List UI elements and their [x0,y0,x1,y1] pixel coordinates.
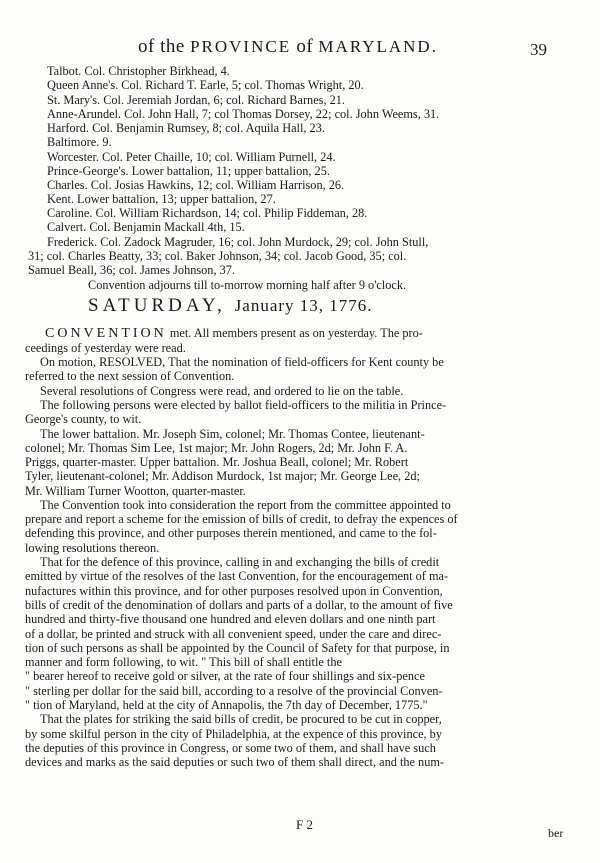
body-line: On motion, RESOLVED, That the nomination of field-officers for Kent county be [40,355,444,369]
header-prefix: of the [138,36,185,57]
page-number: 39 [530,40,547,59]
county-line: Anne-Arundel. Col. John Hall, 7; col Thomas Dorsey, 22; col. John Weems, 31. [47,107,440,121]
body-line: colonel; Mr. Thomas Sim Lee, 1st major; Mr. John Rogers, 2d; Mr. John F. A. [25,441,408,455]
county-line: Prince-George's. Lower battalion, 11; upper battalion, 25. [47,164,330,178]
county-line: St. Mary's. Col. Jeremiah Jordan, 6; col. Richard Barnes, 21. [47,93,345,107]
body-line: " tion of Maryland, held at the city of Annapolis, the 7th day of December, 1775." [25,698,428,712]
body-line: Tyler, lieutenant-colonel; Mr. Addison Murdock, 1st major; Mr. George Lee, 2d; [25,469,420,483]
header-maryland: MARYLAND. [318,37,438,56]
county-line: Kent. Lower battalion, 13; upper battalion, 27. [47,192,276,206]
date-heading [88,295,508,317]
convention-word: CONVENTION [45,326,167,341]
body-line: Priggs, quarter-master. Upper battalion. Mr. Joshua Beall, colonel; Mr. Robert [25,455,409,469]
body-line: emitted by virtue of the resolves of the last Convention, for the encouragement of ma- [25,569,449,583]
running-header [98,36,478,58]
heading-day: SATURDAY, [88,295,226,316]
body-text: met. All members present as on yesterday. The pro- [166,326,423,340]
body-line: bills of credit of the denomination of dollars and parts of a dollar, to the amount of five [25,598,453,612]
county-line: Caroline. Col. William Richardson, 14; col. Philip Fiddeman, 28. [47,206,368,220]
body-line: " sterling per dollar for the said bill, according to a resolve of the provincial Conven- [25,684,443,698]
body-line: ceedings of yesterday were read. [25,341,186,355]
county-line: Samuel Beall, 36; col. James Johnson, 37. [28,263,235,277]
body-line: hundred and thirty-five thousand one hundred and eleven dollars and one ninth part [25,612,436,626]
county-line: Baltimore. 9. [47,135,112,149]
body-line: defending this province, and other purposes therein mentioned, and came to the fol- [25,526,437,540]
body-line: Mr. William Turner Wootton, quarter-master. [25,484,246,498]
header-of: of [296,36,314,57]
county-line: Frederick. Col. Zadock Magruder, 16; col. John Murdock, 29; col. John Stull, [47,235,429,249]
body-line: nufactures within this province, and for other purposes resolved upon in Convention, [25,584,443,598]
body-line: lowing resolutions thereon. [25,541,160,555]
signature-mark: F 2 [296,817,313,832]
county-line: Talbot. Col. Christopher Birkhead, 4. [47,64,230,78]
heading-date: January 13, 1776. [234,296,373,315]
body-line: devices and marks as the said deputies or such two of them shall direct, and the num- [25,755,445,769]
body-line: prepare and report a scheme for the emission of bills of credit, to defray the expences of [25,512,458,526]
body-line: The following persons were elected by ballot field-officers to the militia in Prince- [40,398,447,412]
body-line: of a dollar, be printed and struck with all convenient speed, under the care and direc- [25,627,442,641]
header-province: PROVINCE [190,37,292,56]
body-line: by some skilful person in the city of Philadelphia, at the expence of this province, by [25,727,442,741]
body-line: The lower battalion. Mr. Joseph Sim, colonel; Mr. Thomas Contee, lieutenant- [40,427,425,441]
catchword: ber [548,826,564,840]
body-line: The Convention took into consideration the report from the committee appointed to [40,498,451,512]
body-line: the deputies of this province in Congress, or some two of them, and shall have such [25,741,436,755]
body-line [0,326,600,341]
body-line: George's county, to wit. [25,412,142,426]
county-line: 31; col. Charles Beatty, 33; col. Baker Johnson, 34; col. Jacob Good, 35; col. [28,249,407,263]
county-line: Harford. Col. Benjamin Rumsey, 8; col. Aquila Hall, 23. [47,121,325,135]
body-line: referred to the next session of Convention. [25,369,235,383]
adjournment-line: Convention adjourns till to-morrow morning half after 9 o'clock. [88,278,407,292]
body-line: That for the defence of this province, calling in and exchanging the bills of credit [40,555,440,569]
county-line: Calvert. Col. Benjamin Mackall 4th, 15. [47,220,245,234]
body-line: That the plates for striking the said bills of credit, be procured to be cut in copper, [40,712,442,726]
body-line: tion of such persons as shall be appointed by the Council of Safety for that purpose, in [25,641,450,655]
body-line: Several resolutions of Congress were read, and ordered to lie on the table. [40,384,404,398]
county-line: Charles. Col. Josias Hawkins, 12; col. William Harrison, 26. [47,178,345,192]
body-line: " bearer hereof to receive gold or silver, at the rate of four shillings and six-pence [25,669,425,683]
county-line: Queen Anne's. Col. Richard T. Earle, 5; col. Thomas Wright, 20. [47,78,364,92]
county-line: Worcester. Col. Peter Chaille, 10; col. William Purnell, 24. [47,150,336,164]
body-line: manner and form following, to wit. " This bill of shall entitle the [25,655,342,669]
